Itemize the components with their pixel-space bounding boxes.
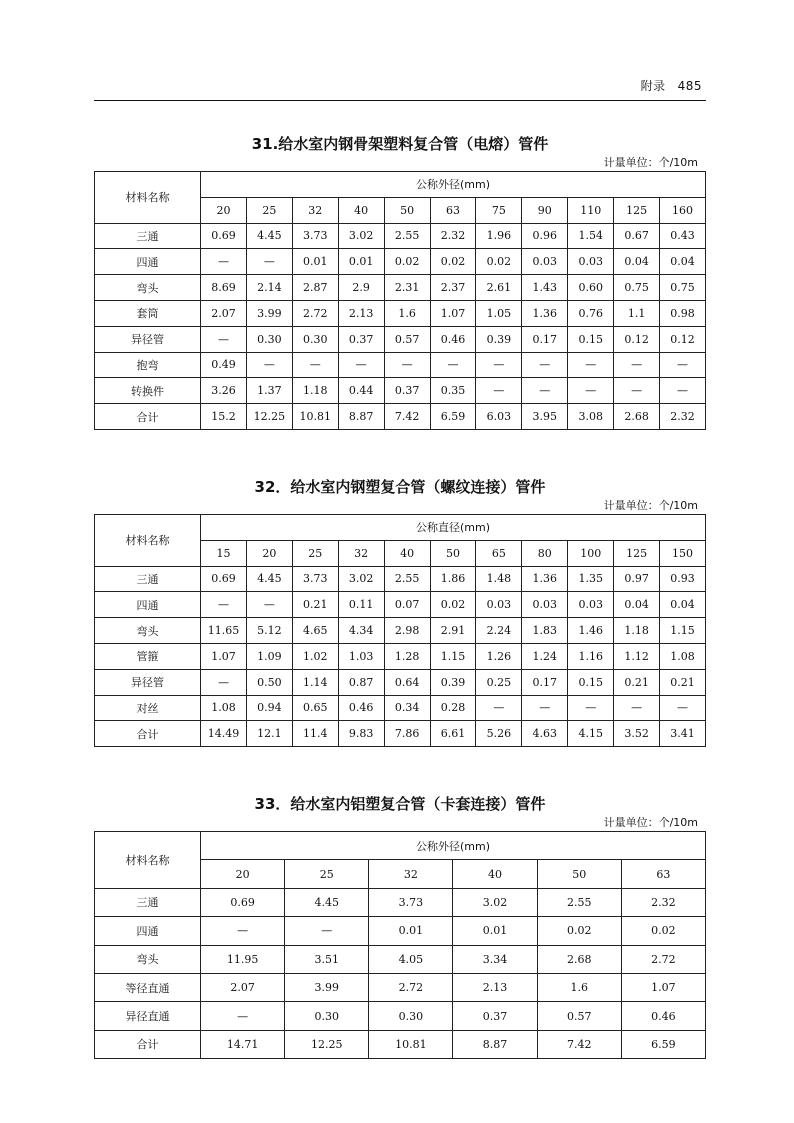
material-name-cell: 四通 bbox=[95, 917, 201, 945]
value-cell: 1.37 bbox=[246, 378, 292, 404]
value-cell: 10.81 bbox=[369, 1030, 453, 1058]
value-cell: 0.03 bbox=[476, 592, 522, 618]
table-row bbox=[95, 566, 706, 592]
value-cell: 0.69 bbox=[201, 888, 285, 916]
value-cell: 1.86 bbox=[430, 566, 476, 592]
material-name-header: 材料名称 bbox=[95, 515, 201, 567]
table-section-32 bbox=[94, 476, 706, 747]
value-cell: 0.34 bbox=[384, 695, 430, 721]
value-cell: 3.41 bbox=[660, 721, 706, 747]
value-cell: — bbox=[338, 352, 384, 378]
value-cell: 2.31 bbox=[384, 275, 430, 301]
value-cell: 0.01 bbox=[453, 917, 537, 945]
value-cell: 8.69 bbox=[201, 275, 247, 301]
value-cell: — bbox=[292, 352, 338, 378]
value-cell: 2.72 bbox=[292, 300, 338, 326]
material-name-cell: 套筒 bbox=[95, 300, 201, 326]
value-cell: 0.12 bbox=[660, 326, 706, 352]
value-cell: 3.73 bbox=[369, 888, 453, 916]
value-cell: — bbox=[476, 695, 522, 721]
value-cell: 5.12 bbox=[246, 618, 292, 644]
value-cell: 3.08 bbox=[568, 404, 614, 430]
value-cell: — bbox=[246, 592, 292, 618]
material-name-header: 材料名称 bbox=[95, 172, 201, 224]
table-title: 32．给水室内钢塑复合管（螺纹连接）管件 bbox=[254, 478, 546, 496]
value-cell: 1.36 bbox=[522, 566, 568, 592]
size-header: 50 bbox=[537, 860, 621, 888]
value-cell: 1.83 bbox=[522, 618, 568, 644]
size-header: 32 bbox=[338, 540, 384, 566]
value-cell: 0.21 bbox=[614, 669, 660, 695]
value-cell: 1.48 bbox=[476, 566, 522, 592]
value-cell: 0.46 bbox=[621, 1002, 705, 1030]
value-cell: 0.46 bbox=[338, 695, 384, 721]
value-cell: 4.45 bbox=[246, 566, 292, 592]
material-name-cell: 对丝 bbox=[95, 695, 201, 721]
value-cell: 7.42 bbox=[384, 404, 430, 430]
value-cell: 0.76 bbox=[568, 300, 614, 326]
value-cell: — bbox=[568, 352, 614, 378]
size-header: 63 bbox=[430, 197, 476, 223]
value-cell: 8.87 bbox=[453, 1030, 537, 1058]
value-cell: 2.98 bbox=[384, 618, 430, 644]
value-cell: 1.26 bbox=[476, 643, 522, 669]
value-cell: 3.73 bbox=[292, 566, 338, 592]
value-cell: 0.97 bbox=[614, 566, 660, 592]
value-cell: 0.21 bbox=[660, 669, 706, 695]
table-row bbox=[95, 249, 706, 275]
value-cell: 2.55 bbox=[384, 223, 430, 249]
table-row bbox=[95, 326, 706, 352]
value-cell: 0.75 bbox=[660, 275, 706, 301]
table-row bbox=[95, 973, 706, 1001]
table-row bbox=[95, 592, 706, 618]
size-header: 65 bbox=[476, 540, 522, 566]
value-cell: 4.15 bbox=[568, 721, 614, 747]
value-cell: 0.04 bbox=[614, 592, 660, 618]
value-cell: — bbox=[201, 1002, 285, 1030]
size-header: 63 bbox=[621, 860, 705, 888]
table-row bbox=[95, 917, 706, 945]
table-body bbox=[95, 566, 706, 747]
value-cell: 2.24 bbox=[476, 618, 522, 644]
value-cell: 2.68 bbox=[614, 404, 660, 430]
value-cell: 2.37 bbox=[430, 275, 476, 301]
value-cell: 0.02 bbox=[537, 917, 621, 945]
value-cell: 0.30 bbox=[285, 1002, 369, 1030]
value-cell: 3.95 bbox=[522, 404, 568, 430]
table-row bbox=[95, 721, 706, 747]
size-header: 125 bbox=[614, 540, 660, 566]
page-header bbox=[641, 77, 702, 94]
value-cell: — bbox=[522, 695, 568, 721]
material-name-cell: 三通 bbox=[95, 223, 201, 249]
value-cell: 0.37 bbox=[338, 326, 384, 352]
value-cell: 1.12 bbox=[614, 643, 660, 669]
value-cell: 0.69 bbox=[201, 223, 247, 249]
size-header: 25 bbox=[285, 860, 369, 888]
value-cell: 0.93 bbox=[660, 566, 706, 592]
value-cell: 1.6 bbox=[384, 300, 430, 326]
material-name-cell: 合计 bbox=[95, 1030, 201, 1058]
table-row bbox=[95, 300, 706, 326]
value-cell: 0.17 bbox=[522, 326, 568, 352]
value-cell: 1.46 bbox=[568, 618, 614, 644]
value-cell: 0.46 bbox=[430, 326, 476, 352]
material-name-cell: 管箍 bbox=[95, 643, 201, 669]
value-cell: 0.60 bbox=[568, 275, 614, 301]
value-cell: 0.94 bbox=[246, 695, 292, 721]
value-cell: 0.07 bbox=[384, 592, 430, 618]
table-row bbox=[95, 275, 706, 301]
value-cell: — bbox=[285, 917, 369, 945]
table-row bbox=[95, 1030, 706, 1058]
value-cell: 15.2 bbox=[201, 404, 247, 430]
value-cell: 1.36 bbox=[522, 300, 568, 326]
page-number: 485 bbox=[677, 79, 702, 93]
size-header: 40 bbox=[338, 197, 384, 223]
material-name-cell: 弯头 bbox=[95, 945, 201, 973]
value-cell: 10.81 bbox=[292, 404, 338, 430]
size-header: 75 bbox=[476, 197, 522, 223]
value-cell: 1.09 bbox=[246, 643, 292, 669]
value-cell: 2.91 bbox=[430, 618, 476, 644]
value-cell: 0.30 bbox=[292, 326, 338, 352]
size-header: 32 bbox=[369, 860, 453, 888]
table-section-33 bbox=[94, 793, 706, 1059]
value-cell: 14.49 bbox=[201, 721, 247, 747]
value-cell: 2.07 bbox=[201, 300, 247, 326]
size-header: 50 bbox=[430, 540, 476, 566]
table-title: 33．给水室内铝塑复合管（卡套连接）管件 bbox=[254, 795, 546, 813]
value-cell: 2.61 bbox=[476, 275, 522, 301]
value-cell: 0.04 bbox=[660, 592, 706, 618]
value-cell: 0.15 bbox=[568, 669, 614, 695]
value-cell: 1.07 bbox=[201, 643, 247, 669]
value-cell: 2.32 bbox=[430, 223, 476, 249]
value-cell: 11.95 bbox=[201, 945, 285, 973]
value-cell: 1.05 bbox=[476, 300, 522, 326]
material-name-cell: 抱弯 bbox=[95, 352, 201, 378]
value-cell: 0.28 bbox=[430, 695, 476, 721]
material-name-cell: 异径管 bbox=[95, 669, 201, 695]
value-cell: 0.02 bbox=[430, 249, 476, 275]
value-cell: 1.16 bbox=[568, 643, 614, 669]
value-cell: 2.72 bbox=[369, 973, 453, 1001]
value-cell: 1.15 bbox=[660, 618, 706, 644]
value-cell: 6.03 bbox=[476, 404, 522, 430]
value-cell: 2.55 bbox=[384, 566, 430, 592]
table-row bbox=[95, 945, 706, 973]
value-cell: 1.24 bbox=[522, 643, 568, 669]
value-cell: 1.02 bbox=[292, 643, 338, 669]
value-cell: 0.69 bbox=[201, 566, 247, 592]
value-cell: — bbox=[614, 378, 660, 404]
value-cell: 2.32 bbox=[621, 888, 705, 916]
value-cell: 0.67 bbox=[614, 223, 660, 249]
material-name-cell: 异径管 bbox=[95, 326, 201, 352]
value-cell: 3.73 bbox=[292, 223, 338, 249]
material-name-cell: 弯头 bbox=[95, 618, 201, 644]
value-cell: 1.18 bbox=[292, 378, 338, 404]
unit-label: 计量单位：个/10m bbox=[603, 156, 698, 169]
value-cell: 0.02 bbox=[476, 249, 522, 275]
value-cell: 0.75 bbox=[614, 275, 660, 301]
value-cell: 1.08 bbox=[201, 695, 247, 721]
value-cell: 0.30 bbox=[369, 1002, 453, 1030]
fittings-table bbox=[94, 514, 706, 747]
value-cell: 4.45 bbox=[246, 223, 292, 249]
value-cell: 3.02 bbox=[338, 566, 384, 592]
value-cell: 0.37 bbox=[384, 378, 430, 404]
header-section-label: 附录 bbox=[640, 79, 666, 93]
table-row bbox=[95, 618, 706, 644]
diameter-group-header: 公称外径(mm) bbox=[201, 172, 706, 198]
value-cell: 0.57 bbox=[384, 326, 430, 352]
size-header: 80 bbox=[522, 540, 568, 566]
value-cell: — bbox=[430, 352, 476, 378]
value-cell: — bbox=[522, 352, 568, 378]
value-cell: — bbox=[201, 669, 247, 695]
value-cell: — bbox=[568, 378, 614, 404]
value-cell: 0.25 bbox=[476, 669, 522, 695]
value-cell: 1.28 bbox=[384, 643, 430, 669]
fittings-table bbox=[94, 171, 706, 430]
fittings-table bbox=[94, 831, 706, 1059]
material-name-cell: 三通 bbox=[95, 566, 201, 592]
table-body bbox=[95, 888, 706, 1058]
value-cell: 1.07 bbox=[430, 300, 476, 326]
value-cell: 1.14 bbox=[292, 669, 338, 695]
value-cell: 4.65 bbox=[292, 618, 338, 644]
table-section-31 bbox=[94, 133, 706, 430]
value-cell: — bbox=[246, 249, 292, 275]
value-cell: 0.12 bbox=[614, 326, 660, 352]
value-cell: 1.6 bbox=[537, 973, 621, 1001]
value-cell: — bbox=[522, 378, 568, 404]
value-cell: 6.61 bbox=[430, 721, 476, 747]
value-cell: — bbox=[476, 378, 522, 404]
value-cell: 0.03 bbox=[522, 249, 568, 275]
diameter-group-header: 公称外径(mm) bbox=[201, 832, 706, 860]
value-cell: 0.30 bbox=[246, 326, 292, 352]
unit-label: 计量单位：个/10m bbox=[603, 499, 698, 512]
value-cell: 3.51 bbox=[285, 945, 369, 973]
value-cell: 3.99 bbox=[285, 973, 369, 1001]
size-header: 25 bbox=[246, 197, 292, 223]
value-cell: 0.02 bbox=[621, 917, 705, 945]
value-cell: 1.54 bbox=[568, 223, 614, 249]
value-cell: 3.02 bbox=[453, 888, 537, 916]
value-cell: 12.1 bbox=[246, 721, 292, 747]
size-header: 150 bbox=[660, 540, 706, 566]
value-cell: 0.37 bbox=[453, 1002, 537, 1030]
value-cell: 4.45 bbox=[285, 888, 369, 916]
value-cell: 2.72 bbox=[621, 945, 705, 973]
size-header: 20 bbox=[201, 197, 247, 223]
size-header: 20 bbox=[246, 540, 292, 566]
value-cell: — bbox=[660, 695, 706, 721]
size-header: 125 bbox=[614, 197, 660, 223]
value-cell: 1.18 bbox=[614, 618, 660, 644]
material-name-cell: 合计 bbox=[95, 404, 201, 430]
value-cell: — bbox=[201, 917, 285, 945]
value-cell: — bbox=[614, 695, 660, 721]
value-cell: 2.13 bbox=[453, 973, 537, 1001]
value-cell: 0.01 bbox=[292, 249, 338, 275]
value-cell: 0.50 bbox=[246, 669, 292, 695]
value-cell: 0.04 bbox=[614, 249, 660, 275]
size-header: 25 bbox=[292, 540, 338, 566]
value-cell: 3.99 bbox=[246, 300, 292, 326]
value-cell: 2.32 bbox=[660, 404, 706, 430]
value-cell: — bbox=[660, 378, 706, 404]
value-cell: 6.59 bbox=[430, 404, 476, 430]
value-cell: 5.26 bbox=[476, 721, 522, 747]
value-cell: 1.35 bbox=[568, 566, 614, 592]
value-cell: 4.63 bbox=[522, 721, 568, 747]
value-cell: 0.04 bbox=[660, 249, 706, 275]
value-cell: 1.43 bbox=[522, 275, 568, 301]
value-cell: 8.87 bbox=[338, 404, 384, 430]
value-cell: 0.39 bbox=[476, 326, 522, 352]
value-cell: 3.34 bbox=[453, 945, 537, 973]
size-header: 20 bbox=[201, 860, 285, 888]
size-header: 160 bbox=[660, 197, 706, 223]
value-cell: 2.14 bbox=[246, 275, 292, 301]
material-name-cell: 四通 bbox=[95, 592, 201, 618]
value-cell: 0.35 bbox=[430, 378, 476, 404]
diameter-group-header: 公称直径(mm) bbox=[201, 515, 706, 541]
value-cell: 7.86 bbox=[384, 721, 430, 747]
value-cell: 11.65 bbox=[201, 618, 247, 644]
material-name-cell: 四通 bbox=[95, 249, 201, 275]
value-cell: — bbox=[568, 695, 614, 721]
size-header: 15 bbox=[201, 540, 247, 566]
size-header: 40 bbox=[453, 860, 537, 888]
value-cell: — bbox=[384, 352, 430, 378]
value-cell: 14.71 bbox=[201, 1030, 285, 1058]
value-cell: 0.43 bbox=[660, 223, 706, 249]
table-row bbox=[95, 669, 706, 695]
material-name-header: 材料名称 bbox=[95, 832, 201, 889]
value-cell: 2.9 bbox=[338, 275, 384, 301]
material-name-cell: 三通 bbox=[95, 888, 201, 916]
value-cell: 3.02 bbox=[338, 223, 384, 249]
material-name-cell: 弯头 bbox=[95, 275, 201, 301]
table-row bbox=[95, 404, 706, 430]
value-cell: 4.05 bbox=[369, 945, 453, 973]
value-cell: 12.25 bbox=[246, 404, 292, 430]
value-cell: 12.25 bbox=[285, 1030, 369, 1058]
value-cell: — bbox=[201, 249, 247, 275]
value-cell: 3.52 bbox=[614, 721, 660, 747]
value-cell: 0.96 bbox=[522, 223, 568, 249]
value-cell: 2.87 bbox=[292, 275, 338, 301]
table-row bbox=[95, 223, 706, 249]
table-row bbox=[95, 1002, 706, 1030]
material-name-cell: 等径直通 bbox=[95, 973, 201, 1001]
header-rule bbox=[94, 100, 706, 101]
value-cell: — bbox=[201, 592, 247, 618]
value-cell: 0.98 bbox=[660, 300, 706, 326]
value-cell: 2.13 bbox=[338, 300, 384, 326]
value-cell: 0.65 bbox=[292, 695, 338, 721]
table-row bbox=[95, 352, 706, 378]
value-cell: 0.44 bbox=[338, 378, 384, 404]
value-cell: 0.02 bbox=[430, 592, 476, 618]
value-cell: 1.07 bbox=[621, 973, 705, 1001]
value-cell: 0.64 bbox=[384, 669, 430, 695]
value-cell: 1.96 bbox=[476, 223, 522, 249]
value-cell: — bbox=[476, 352, 522, 378]
value-cell: 0.01 bbox=[338, 249, 384, 275]
value-cell: 0.87 bbox=[338, 669, 384, 695]
value-cell: 0.11 bbox=[338, 592, 384, 618]
value-cell: — bbox=[201, 326, 247, 352]
size-header: 110 bbox=[568, 197, 614, 223]
value-cell: 0.21 bbox=[292, 592, 338, 618]
value-cell: 0.01 bbox=[369, 917, 453, 945]
table-row bbox=[95, 378, 706, 404]
value-cell: 0.03 bbox=[568, 249, 614, 275]
value-cell: 0.03 bbox=[522, 592, 568, 618]
value-cell: 1.03 bbox=[338, 643, 384, 669]
value-cell: 0.57 bbox=[537, 1002, 621, 1030]
value-cell: 0.17 bbox=[522, 669, 568, 695]
value-cell: 11.4 bbox=[292, 721, 338, 747]
material-name-cell: 转换件 bbox=[95, 378, 201, 404]
table-row bbox=[95, 643, 706, 669]
value-cell: — bbox=[660, 352, 706, 378]
size-header: 90 bbox=[522, 197, 568, 223]
value-cell: 6.59 bbox=[621, 1030, 705, 1058]
size-header: 40 bbox=[384, 540, 430, 566]
material-name-cell: 异径直通 bbox=[95, 1002, 201, 1030]
value-cell: 1.08 bbox=[660, 643, 706, 669]
material-name-cell: 合计 bbox=[95, 721, 201, 747]
value-cell: 2.68 bbox=[537, 945, 621, 973]
value-cell: 0.02 bbox=[384, 249, 430, 275]
value-cell: 0.03 bbox=[568, 592, 614, 618]
value-cell: 0.15 bbox=[568, 326, 614, 352]
value-cell: 1.15 bbox=[430, 643, 476, 669]
value-cell: — bbox=[614, 352, 660, 378]
unit-label: 计量单位：个/10m bbox=[603, 816, 698, 829]
value-cell: 1.1 bbox=[614, 300, 660, 326]
size-header: 50 bbox=[384, 197, 430, 223]
value-cell: 0.49 bbox=[201, 352, 247, 378]
size-header: 32 bbox=[292, 197, 338, 223]
value-cell: 3.26 bbox=[201, 378, 247, 404]
value-cell: 7.42 bbox=[537, 1030, 621, 1058]
table-body bbox=[95, 223, 706, 429]
value-cell: 0.39 bbox=[430, 669, 476, 695]
size-header: 100 bbox=[568, 540, 614, 566]
value-cell: 2.55 bbox=[537, 888, 621, 916]
value-cell: 2.07 bbox=[201, 973, 285, 1001]
table-row bbox=[95, 888, 706, 916]
value-cell: — bbox=[246, 352, 292, 378]
table-row bbox=[95, 695, 706, 721]
table-title: 31.给水室内钢骨架塑料复合管（电熔）管件 bbox=[251, 135, 549, 153]
value-cell: 9.83 bbox=[338, 721, 384, 747]
value-cell: 4.34 bbox=[338, 618, 384, 644]
